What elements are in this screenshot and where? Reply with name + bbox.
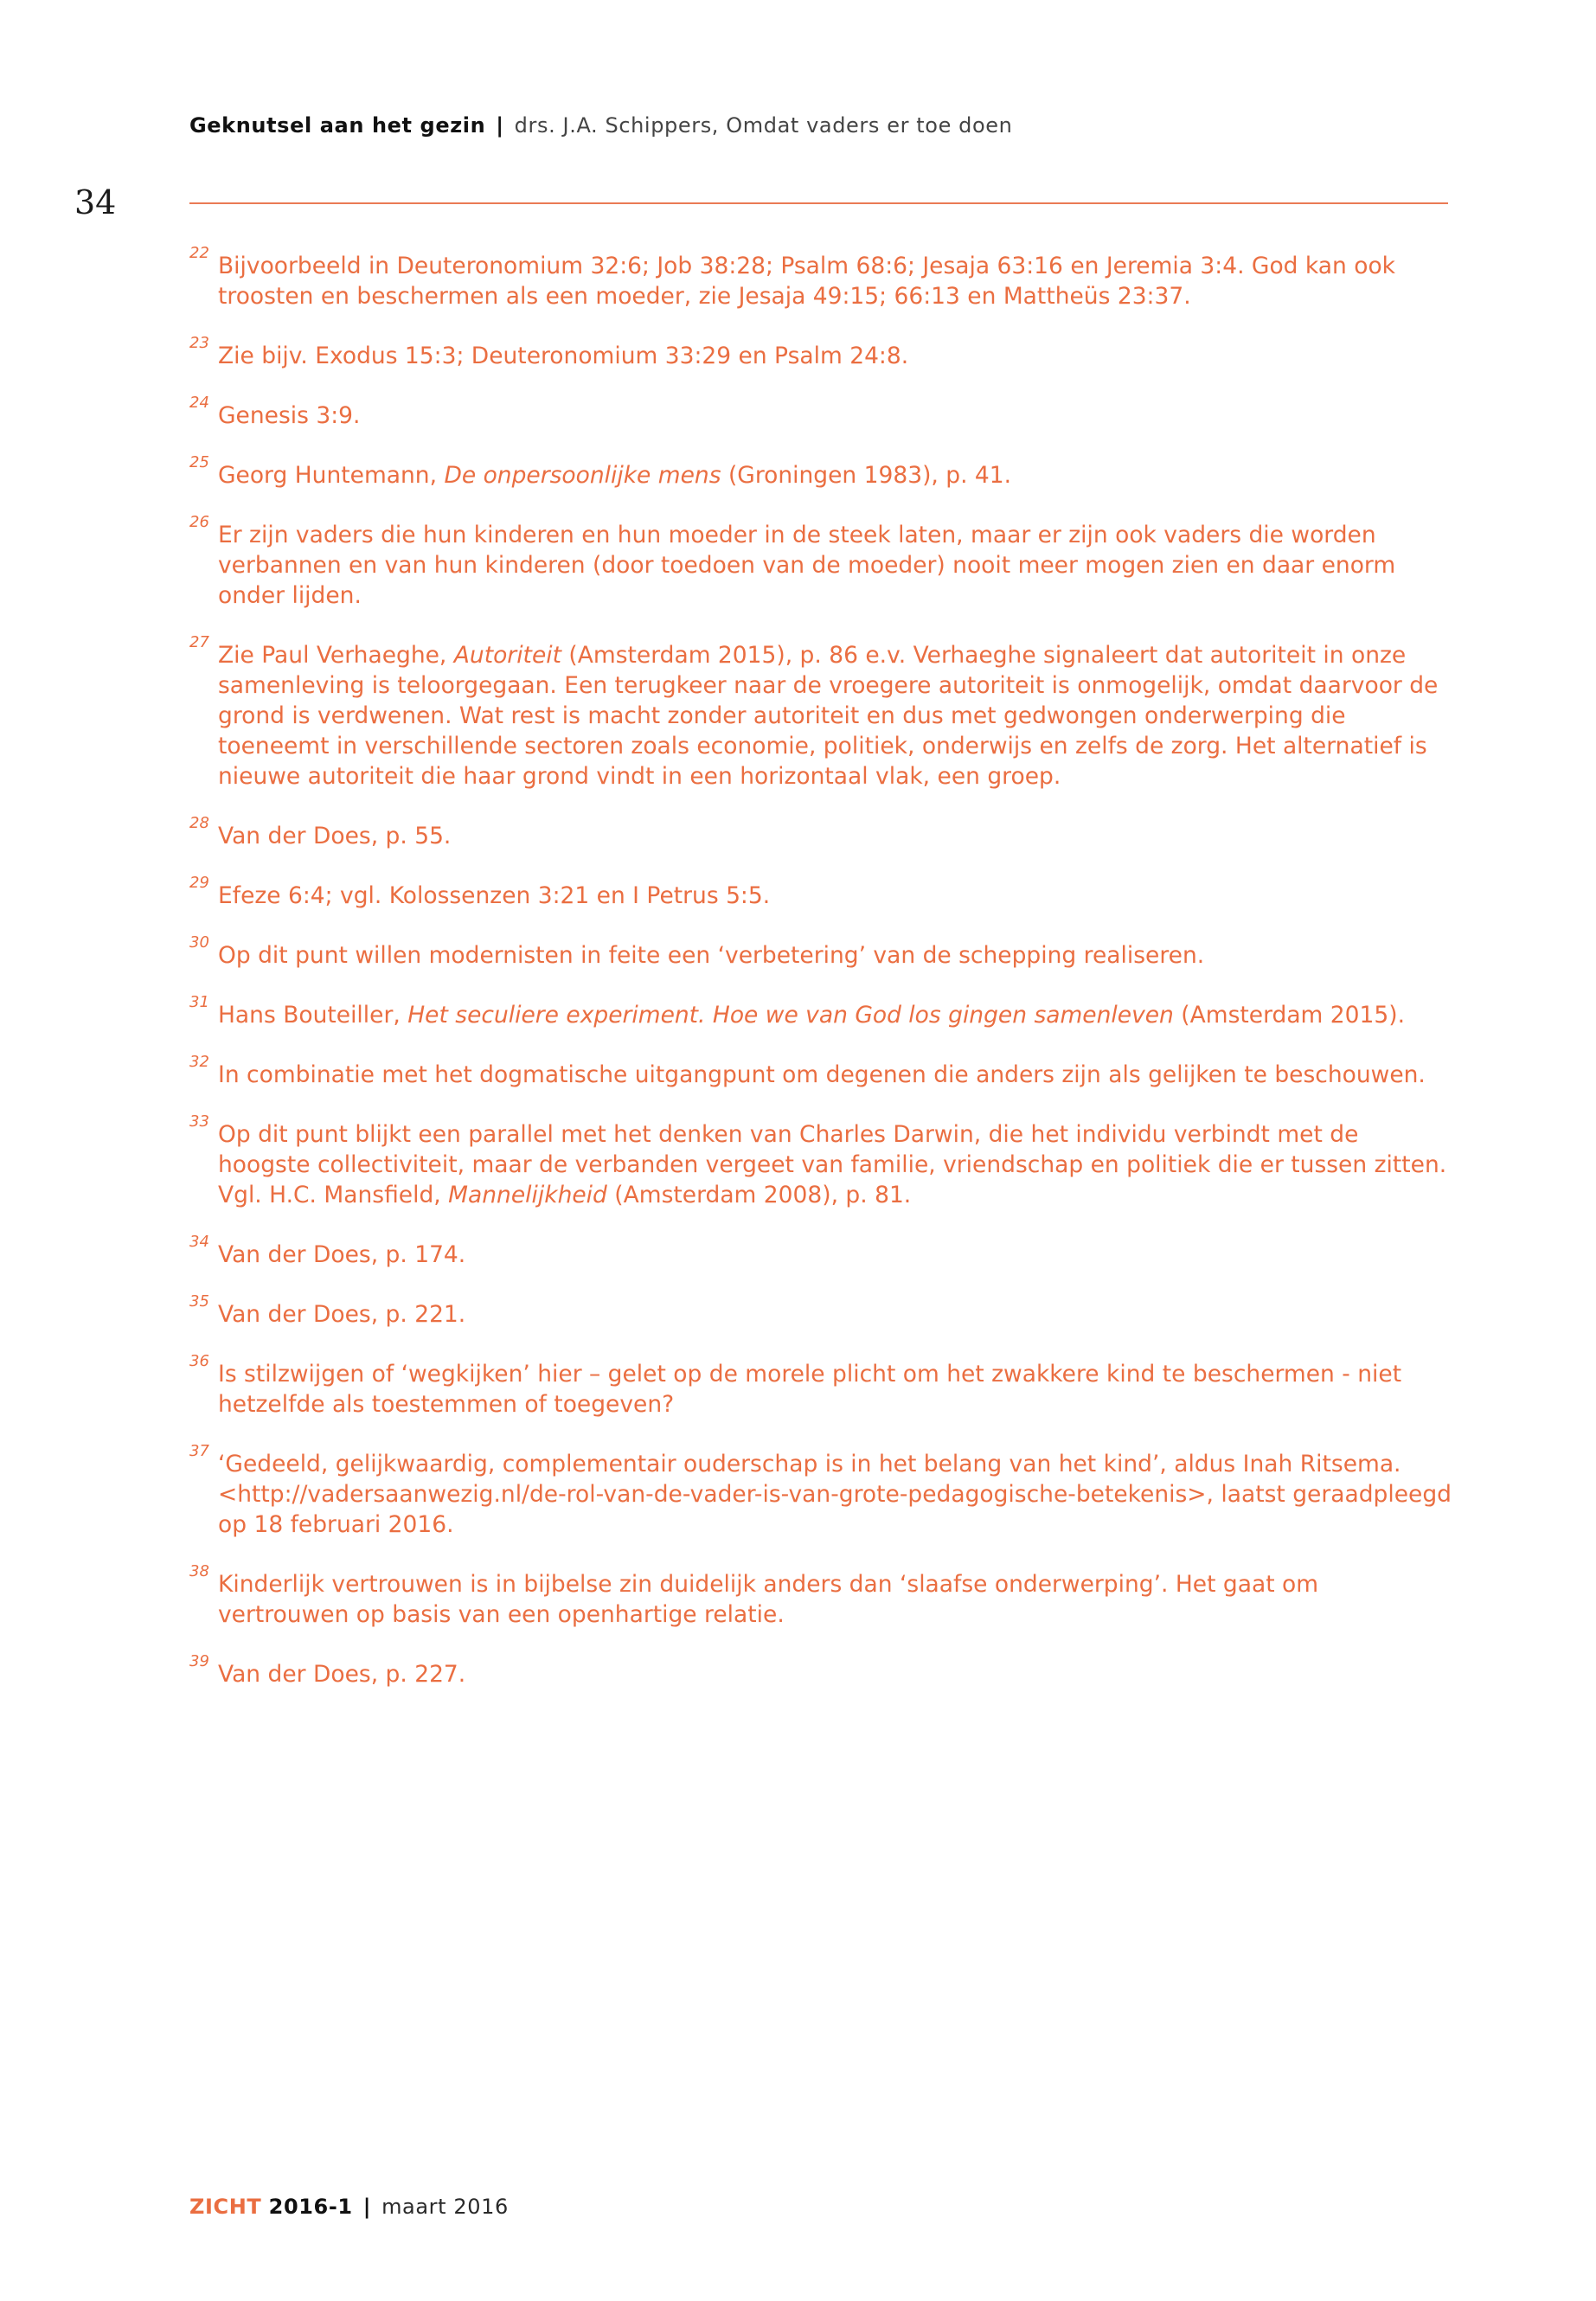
footnote-text-segment: Zie Paul Verhaeghe, xyxy=(218,642,454,669)
footnote-text xyxy=(218,251,1452,311)
footnote-item xyxy=(189,1233,1452,1270)
footnote-text-segment: In combinatie met het dogmatische uitgangpunt om degenen die anders zijn als gelijken te beschouwen. xyxy=(218,1061,1426,1088)
footnote-text-segment: Georg Huntemann, xyxy=(218,462,445,489)
footnote-text xyxy=(218,1119,1452,1210)
running-footer xyxy=(189,2195,509,2219)
footnote-text-segment: Van der Does, p. 227. xyxy=(218,1661,466,1688)
running-header xyxy=(189,113,1012,138)
footnote-number: 32 xyxy=(189,1053,209,1071)
footnote-number: 26 xyxy=(189,513,209,531)
footnote-number: 37 xyxy=(189,1442,209,1460)
footnote-text-segment: Er zijn vaders die hun kinderen en hun moeder in de steek laten, maar er zijn ook vaders die worden verbannen en van hun kinderen (door toedoen van de moeder) nooit meer mogen zien en daar enorm onder lijden. xyxy=(218,522,1396,609)
footnote-text xyxy=(218,341,1452,371)
footnote-number: 33 xyxy=(189,1112,209,1131)
footnote-item xyxy=(189,334,1452,371)
footnote-text-segment: Genesis 3:9. xyxy=(218,402,361,429)
footnote-text xyxy=(218,401,1452,431)
footnote-text xyxy=(218,1569,1452,1630)
footnote-text-segment: Bijvoorbeeld in Deuteronomium 32:6; Job 38:28; Psalm 68:6; Jesaja 63:16 en Jeremia 3:4. God kan ook troosten en beschermen als een moeder, zie Jesaja 49:15; 66:13 en Mattheüs 23:37. xyxy=(218,253,1396,310)
footnote-item xyxy=(189,1442,1452,1540)
footnote-number: 35 xyxy=(189,1292,209,1311)
footnote-item xyxy=(189,394,1452,431)
footnote-text xyxy=(218,1000,1452,1030)
footnote-text xyxy=(218,1240,1452,1270)
footnote-text xyxy=(218,1359,1452,1420)
footnote-text-segment: Efeze 6:4; vgl. Kolossenzen 3:21 en I Petrus 5:5. xyxy=(218,882,771,909)
footnotes-list xyxy=(189,244,1452,1719)
footnote-number: 23 xyxy=(189,334,209,352)
footnote-item xyxy=(189,1352,1452,1420)
footnote-text-segment: Op dit punt blijkt een parallel met het denken van Charles Darwin, die het individu verbindt met de hoogste collectiviteit, maar de verbanden vergeet van familie, vriendschap en politiek die er tussen zitten. Vgl. H.C. Mansfield, xyxy=(218,1121,1447,1208)
footnote-item xyxy=(189,814,1452,851)
header-rule xyxy=(189,202,1448,204)
footnote-text xyxy=(218,1449,1452,1540)
footnote-text-segment: Van der Does, p. 221. xyxy=(218,1301,466,1328)
footnote-item xyxy=(189,1112,1452,1210)
footnote-item xyxy=(189,993,1452,1030)
header-separator: | xyxy=(496,113,504,138)
footnote-number: 29 xyxy=(189,874,209,892)
footnote-item xyxy=(189,1562,1452,1630)
footnote-number: 31 xyxy=(189,993,209,1011)
footnote-number: 36 xyxy=(189,1352,209,1370)
footnote-text-segment: Kinderlijk vertrouwen is in bijbelse zin duidelijk anders dan ‘slaafse onderwerping’. Het gaat om vertrouwen op basis van een openhartige relatie. xyxy=(218,1571,1319,1628)
footnote-item xyxy=(189,1652,1452,1689)
footnote-text xyxy=(218,821,1452,851)
footnote-text-segment: Is stilzwijgen of ‘wegkijken’ hier – gelet op de morele plicht om het zwakkere kind te beschermen - niet hetzelfde als toestemmen of toegeven? xyxy=(218,1361,1402,1418)
footnote-item xyxy=(189,453,1452,490)
footnote-number: 27 xyxy=(189,633,209,651)
footnote-text-segment: ‘Gedeeld, gelijkwaardig, complementair ouderschap is in het belang van het kind’, aldus Inah Ritsema. <http://vadersaanwezig.nl/de-rol-van-de-vader-is-van-grote-pedagogische-betekenis>, laatst geraadpleegd op 18 februari 2016. xyxy=(218,1451,1452,1538)
header-title: Geknutsel aan het gezin xyxy=(189,113,486,138)
footnote-title-italic: Het seculiere experiment. Hoe we van God los gingen samenleven xyxy=(407,1002,1174,1029)
footer-issue: 2016-1 xyxy=(268,2195,353,2219)
footnote-title-italic: Autoriteit xyxy=(453,642,561,669)
footnote-text-segment: Zie bijv. Exodus 15:3; Deuteronomium 33:29 en Psalm 24:8. xyxy=(218,343,909,369)
footnote-item xyxy=(189,933,1452,971)
footnote-text xyxy=(218,881,1452,911)
footnote-number: 34 xyxy=(189,1233,209,1251)
footnote-text xyxy=(218,1299,1452,1330)
footnote-text xyxy=(218,940,1452,971)
footnote-item xyxy=(189,633,1452,792)
footnote-text xyxy=(218,460,1452,490)
footnote-text-segment: Op dit punt willen modernisten in feite een ‘verbetering’ van de schepping realiseren. xyxy=(218,942,1205,969)
footnote-item xyxy=(189,1292,1452,1330)
footnote-text xyxy=(218,640,1452,792)
footnote-number: 30 xyxy=(189,933,209,952)
footnote-title-italic: De onpersoonlijke mens xyxy=(444,462,721,489)
footnote-number: 25 xyxy=(189,453,209,471)
footnote-text xyxy=(218,1060,1452,1090)
footnote-number: 39 xyxy=(189,1652,209,1670)
footnote-number: 38 xyxy=(189,1562,209,1580)
footnote-item xyxy=(189,244,1452,311)
footnote-text-segment: (Amsterdam 2015), p. 86 e.v. Verhaeghe signaleert dat autoriteit in onze samenleving is teloorgegaan. Een terugkeer naar de vroegere autoriteit is onmogelijk, omdat daarvoor de grond is verdwenen. Wat rest is macht zonder autoriteit en dus met gedwongen onderwerping die toeneemt in verschillende sectoren zoals economie, politiek, onderwijs en zelfs de zorg. Het alternatief is nieuwe autoriteit die haar grond vindt in een horizontaal vlak, een groep. xyxy=(218,642,1439,790)
footnote-text-segment: Hans Bouteiller, xyxy=(218,1002,408,1029)
footnote-number: 28 xyxy=(189,814,209,832)
footnote-text-segment: Van der Does, p. 174. xyxy=(218,1241,466,1268)
footer-separator: | xyxy=(362,2195,372,2219)
footnote-text-segment: (Amsterdam 2015). xyxy=(1173,1002,1405,1029)
footer-date: maart 2016 xyxy=(381,2195,509,2219)
footnote-text-segment: (Groningen 1983), p. 41. xyxy=(721,462,1012,489)
footnote-number: 24 xyxy=(189,394,209,412)
header-subtitle: drs. J.A. Schippers, Omdat vaders er toe doen xyxy=(514,113,1013,138)
footnote-title-italic: Mannelijkheid xyxy=(448,1182,607,1208)
footer-brand: ZICHT xyxy=(189,2195,262,2219)
footnote-text xyxy=(218,1659,1452,1689)
footnote-text-segment: Van der Does, p. 55. xyxy=(218,823,452,849)
footnote-item xyxy=(189,513,1452,611)
footnote-number: 22 xyxy=(189,244,209,262)
footnote-item xyxy=(189,874,1452,911)
footnote-text-segment: (Amsterdam 2008), p. 81. xyxy=(606,1182,912,1208)
footnote-text xyxy=(218,520,1452,611)
page-number: 34 xyxy=(74,183,117,221)
footnote-item xyxy=(189,1053,1452,1090)
